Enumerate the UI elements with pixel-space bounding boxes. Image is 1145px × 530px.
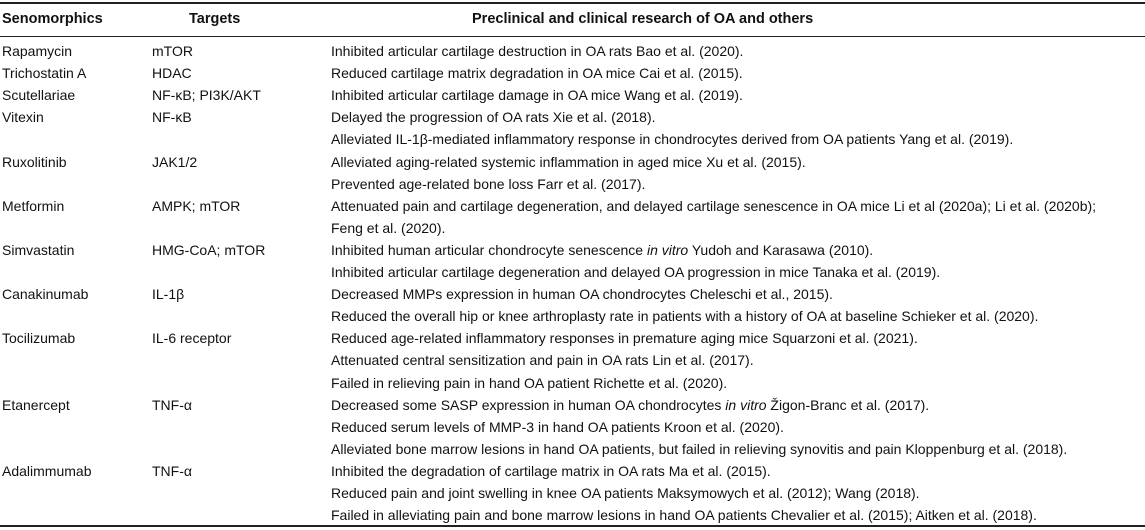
cell-target: IL-1β xyxy=(152,286,185,303)
table-row xyxy=(0,460,1145,482)
cell-senomorphic: Canakinumab xyxy=(2,286,89,303)
cell-senomorphic: Adalimmumab xyxy=(2,462,92,479)
header-senomorphics: Senomorphics xyxy=(2,11,103,27)
header-research: Preclinical and clinical research of OA and others xyxy=(472,11,814,27)
table-row xyxy=(0,394,1145,416)
cell-target: TNF-α xyxy=(152,462,192,479)
cell-target: JAK1/2 xyxy=(152,153,198,170)
table-row xyxy=(0,438,1145,460)
cell-research: Failed in relieving pain in hand OA patient Richette et al. (2020). xyxy=(331,374,728,391)
cell-research: Inhibited articular cartilage destruction in OA rats Bao et al. (2020). xyxy=(331,43,744,59)
research-text-italic: in vitro xyxy=(646,241,689,258)
cell-senomorphic: Ruxolitinib xyxy=(2,153,67,170)
research-text-pre: Decreased some SASP expression in human OA chondrocytes xyxy=(331,396,726,413)
research-text-post: Yudoh and Karasawa (2010). xyxy=(688,241,874,258)
cell-research: Attenuated central sensitization and pain in OA rats Lin et al. (2017). xyxy=(331,352,754,369)
table-row xyxy=(0,261,1145,283)
table-row xyxy=(0,372,1145,394)
cell-research: Alleviated bone marrow lesions in hand OA patients, but failed in relieving synovitis and pain Kloppenburg et al. (2018). xyxy=(331,440,1068,457)
research-text-italic: in vitro xyxy=(725,396,767,413)
cell-research: Prevented age-related bone loss Farr et al. (2017). xyxy=(331,175,646,192)
cell-research: Failed in alleviating pain and bone marrow lesions in hand OA patients Chevalier et al. (2015); Aitken et al. (2018). xyxy=(331,507,1037,524)
table-row xyxy=(0,217,1145,239)
cell-research xyxy=(331,239,873,261)
table-row xyxy=(0,349,1145,371)
cell-research: Feng et al. (2020). xyxy=(331,219,446,236)
table-bottom-rule xyxy=(0,525,1145,527)
cell-target: IL-6 receptor xyxy=(152,330,232,347)
table-row xyxy=(0,482,1145,504)
table-row xyxy=(0,84,1145,106)
table-row xyxy=(0,128,1145,150)
table-row xyxy=(0,62,1145,84)
cell-research: Reduced the overall hip or knee arthroplasty rate in patients with a history of OA at baseline Schieker et al. (2020). xyxy=(331,308,1039,325)
research-text-pre: Inhibited human articular chondrocyte senescence xyxy=(331,241,647,258)
cell-research: Reduced pain and joint swelling in knee OA patients Maksymowych et al. (2012); Wang (2018). xyxy=(331,485,920,501)
cell-senomorphic: Vitexin xyxy=(2,109,44,126)
cell-research: Alleviated IL-1β-mediated inflammatory response in chondrocytes derived from OA patients Yang et al. (2019). xyxy=(331,131,1014,148)
table-row xyxy=(0,239,1145,261)
cell-research: Reduced age-related inflammatory responses in premature aging mice Squarzoni et al. (2021). xyxy=(331,330,918,347)
table-row xyxy=(0,173,1145,195)
header-targets: Targets xyxy=(189,11,241,27)
cell-target: HDAC xyxy=(152,65,192,82)
table-row xyxy=(0,106,1145,128)
cell-senomorphic: Rapamycin xyxy=(2,43,73,59)
table-row xyxy=(0,416,1145,438)
cell-target: NF-κB xyxy=(152,109,192,126)
table-row xyxy=(0,151,1145,173)
cell-research: Alleviated aging-related systemic inflammation in aged mice Xu et al. (2015). xyxy=(331,153,806,170)
cell-research xyxy=(331,394,929,416)
cell-senomorphic: Scutellariae xyxy=(2,87,76,104)
table-row xyxy=(0,40,1145,62)
table-row xyxy=(0,305,1145,327)
cell-senomorphic: Tocilizumab xyxy=(2,330,76,347)
cell-senomorphic: Trichostatin A xyxy=(2,65,87,82)
cell-research: Reduced cartilage matrix degradation in OA mice Cai et al. (2015). xyxy=(331,65,743,82)
header-rule xyxy=(0,36,1145,37)
cell-research: Inhibited the degradation of cartilage matrix in OA rats Ma et al. (2015). xyxy=(331,462,771,479)
cell-research: Attenuated pain and cartilage degeneration, and delayed cartilage senescence in OA mice Li et al (2020a); Li et al. (2020b); xyxy=(331,197,1097,214)
research-text-post: Žigon-Branc et al. (2017). xyxy=(766,396,930,413)
table-row xyxy=(0,504,1145,526)
cell-target: TNF-α xyxy=(152,396,192,413)
cell-target: HMG-CoA; mTOR xyxy=(152,241,266,258)
cell-research: Inhibited articular cartilage damage in OA mice Wang et al. (2019). xyxy=(331,87,743,104)
cell-senomorphic: Metformin xyxy=(2,197,65,214)
cell-target: AMPK; mTOR xyxy=(152,197,241,214)
cell-research: Delayed the progression of OA rats Xie et al. (2018). xyxy=(331,109,656,126)
table-row xyxy=(0,283,1145,305)
cell-senomorphic: Simvastatin xyxy=(2,241,75,258)
cell-senomorphic: Etanercept xyxy=(2,396,70,413)
cell-research: Decreased MMPs expression in human OA chondrocytes Cheleschi et al., 2015). xyxy=(331,286,833,303)
cell-target: mTOR xyxy=(152,43,193,59)
table-top-rule xyxy=(0,2,1145,4)
cell-research: Reduced serum levels of MMP-3 in hand OA patients Kroon et al. (2020). xyxy=(331,418,784,435)
cell-research: Inhibited articular cartilage degeneration and delayed OA progression in mice Tanaka et al. (2019). xyxy=(331,264,941,280)
table-row xyxy=(0,195,1145,217)
table-row xyxy=(0,327,1145,349)
cell-target: NF-κB; PI3K/AKT xyxy=(152,87,261,104)
